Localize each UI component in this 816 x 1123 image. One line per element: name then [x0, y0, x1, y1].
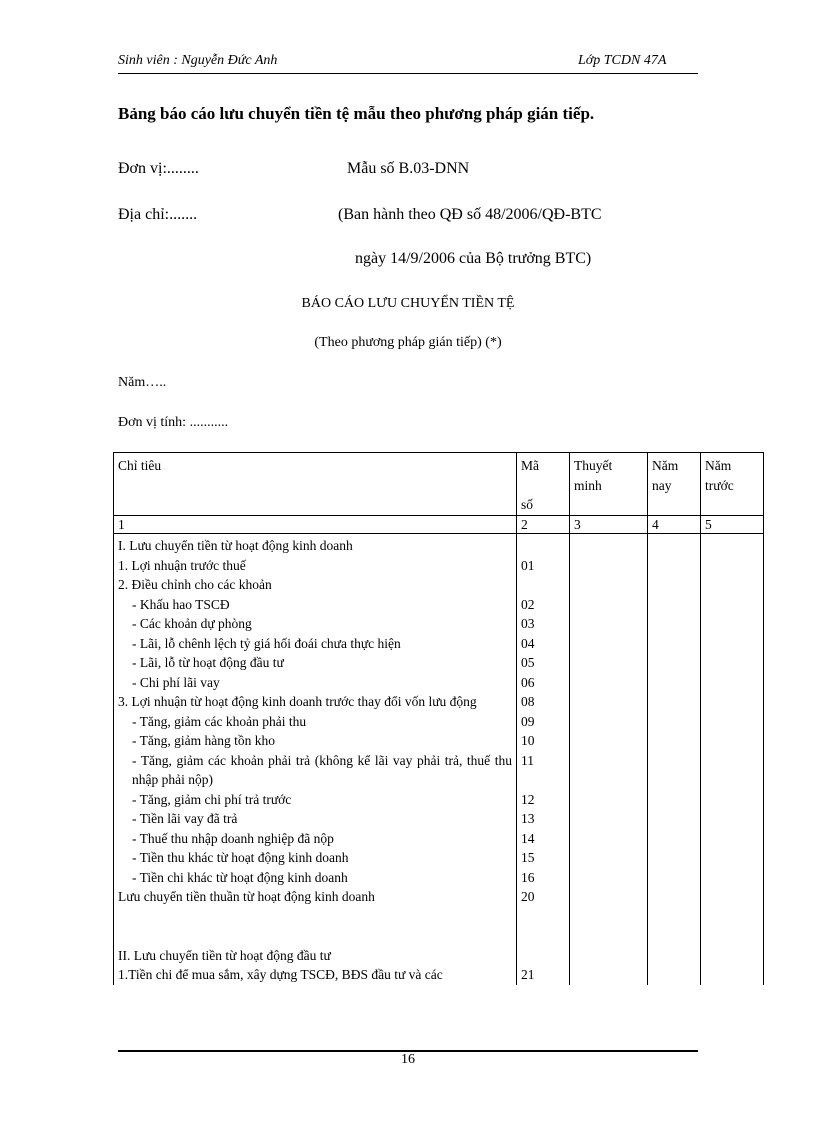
row-note — [570, 653, 648, 673]
table-header-row — [114, 453, 764, 516]
row-code: 16 — [517, 868, 570, 888]
row-this-year — [648, 731, 701, 751]
row-note — [570, 556, 648, 576]
table-row — [114, 790, 764, 810]
row-this-year — [648, 790, 701, 810]
spacer — [521, 476, 565, 495]
column-number-row — [114, 516, 764, 534]
row-note — [570, 848, 648, 868]
row-note — [570, 809, 648, 829]
row-note — [570, 751, 648, 790]
col-code-header — [517, 453, 570, 516]
table-row — [114, 653, 764, 673]
row-note — [570, 575, 648, 595]
row-this-year — [648, 809, 701, 829]
row-last-year — [701, 790, 764, 810]
row-this-year — [648, 887, 701, 907]
row-last-year — [701, 556, 764, 576]
row-note — [570, 731, 648, 751]
row-code — [517, 534, 570, 556]
table-row — [114, 868, 764, 888]
row-label: I. Lưu chuyển tiền từ hoạt động kinh doanh — [114, 534, 517, 556]
page-number: 16 — [401, 1052, 415, 1067]
table-row — [114, 731, 764, 751]
report-heading: BÁO CÁO LƯU CHUYỂN TIỀN TỆ — [301, 296, 515, 311]
row-this-year — [648, 653, 701, 673]
row-code: 04 — [517, 634, 570, 654]
row-code — [517, 907, 570, 946]
table-row — [114, 575, 764, 595]
row-label: - Các khoản dự phòng — [114, 614, 517, 634]
row-last-year — [701, 848, 764, 868]
cash-flow-table — [113, 452, 764, 985]
row-this-year — [648, 751, 701, 790]
currency-unit: Đơn vị tính: ........... — [118, 415, 229, 430]
row-note — [570, 712, 648, 732]
table-row — [114, 809, 764, 829]
col-code-header-line1: Mã — [521, 458, 539, 473]
row-code: 06 — [517, 673, 570, 693]
row-this-year — [648, 614, 701, 634]
table-row — [114, 829, 764, 849]
row-note — [570, 907, 648, 946]
row-note — [570, 946, 648, 966]
row-code: 21 — [517, 965, 570, 985]
row-note — [570, 534, 648, 556]
row-label: - Tăng, giảm hàng tồn kho — [114, 731, 517, 751]
table-row — [114, 907, 764, 946]
row-label: - Tăng, giảm chi phí trả trước — [114, 790, 517, 810]
row-label: - Thuế thu nhập doanh nghiệp đã nộp — [114, 829, 517, 849]
row-label: - Tăng, giảm các khoản phải trả (không kể lãi vay phải trả, thuế thu nhập phải nộp) — [114, 751, 517, 790]
table-row — [114, 751, 764, 790]
row-last-year — [701, 829, 764, 849]
row-this-year — [648, 848, 701, 868]
row-label: - Chi phí lãi vay — [114, 673, 517, 693]
row-last-year — [701, 887, 764, 907]
row-code: 10 — [517, 731, 570, 751]
table-row — [114, 634, 764, 654]
row-code: 05 — [517, 653, 570, 673]
row-code: 14 — [517, 829, 570, 849]
row-this-year — [648, 829, 701, 849]
row-code: 15 — [517, 848, 570, 868]
row-code: 03 — [517, 614, 570, 634]
row-note — [570, 790, 648, 810]
row-last-year — [701, 907, 764, 946]
row-last-year — [701, 595, 764, 615]
col-number: 5 — [701, 516, 764, 534]
col-indicator-header: Chỉ tiêu — [114, 453, 517, 516]
row-this-year — [648, 965, 701, 985]
row-code — [517, 575, 570, 595]
row-code: 08 — [517, 692, 570, 712]
address-label: Địa chỉ:....... — [118, 206, 198, 223]
page-title: Bảng báo cáo lưu chuyển tiền tệ mẫu theo phương pháp gián tiếp. — [118, 104, 595, 123]
row-last-year — [701, 751, 764, 790]
col-note-header: Thuyết minh — [570, 453, 648, 516]
row-label: - Tiền chi khác từ hoạt động kinh doanh — [114, 868, 517, 888]
row-label — [114, 907, 517, 946]
col-number: 1 — [114, 516, 517, 534]
row-label: Lưu chuyển tiền thuần từ hoạt động kinh doanh — [114, 887, 517, 907]
row-last-year — [701, 634, 764, 654]
row-code: 02 — [517, 595, 570, 615]
row-this-year — [648, 634, 701, 654]
row-this-year — [648, 946, 701, 966]
report-subheading: (Theo phương pháp gián tiếp) (*) — [314, 335, 502, 350]
col-code-header-line2: số — [521, 496, 534, 512]
header-student: Sinh viên : Nguyễn Đức Anh — [118, 53, 278, 68]
table-row — [114, 595, 764, 615]
row-label: 1. Lợi nhuận trước thuế — [114, 556, 517, 576]
table-row — [114, 692, 764, 712]
row-last-year — [701, 653, 764, 673]
table-row — [114, 848, 764, 868]
table-row — [114, 534, 764, 556]
row-last-year — [701, 575, 764, 595]
table-row — [114, 946, 764, 966]
row-last-year — [701, 868, 764, 888]
row-last-year — [701, 534, 764, 556]
issued-by: (Ban hành theo QĐ số 48/2006/QĐ-BTC — [338, 206, 602, 223]
row-label: 1.Tiền chi để mua sắm, xây dựng TSCĐ, BĐS đầu tư và các — [114, 965, 517, 985]
table-row — [114, 614, 764, 634]
row-note — [570, 673, 648, 693]
row-label: - Tiền thu khác từ hoạt động kinh doanh — [114, 848, 517, 868]
row-code: 09 — [517, 712, 570, 732]
row-this-year — [648, 907, 701, 946]
row-last-year — [701, 809, 764, 829]
row-last-year — [701, 965, 764, 985]
row-note — [570, 692, 648, 712]
table-row — [114, 556, 764, 576]
row-last-year — [701, 712, 764, 732]
row-code — [517, 946, 570, 966]
row-label: 2. Điều chỉnh cho các khoản — [114, 575, 517, 595]
row-this-year — [648, 556, 701, 576]
row-last-year — [701, 731, 764, 751]
row-this-year — [648, 673, 701, 693]
form-number: Mẫu số B.03-DNN — [347, 160, 470, 177]
unit-label: Đơn vị:........ — [118, 160, 199, 177]
col-number: 2 — [517, 516, 570, 534]
table-row — [114, 965, 764, 985]
row-label: - Lãi, lỗ từ hoạt động đầu tư — [114, 653, 517, 673]
row-note — [570, 868, 648, 888]
row-label: - Lãi, lỗ chênh lệch tỷ giá hối đoái chưa thực hiện — [114, 634, 517, 654]
row-this-year — [648, 712, 701, 732]
row-last-year — [701, 946, 764, 966]
row-this-year — [648, 575, 701, 595]
row-label: - Khấu hao TSCĐ — [114, 595, 517, 615]
row-code: 13 — [517, 809, 570, 829]
row-this-year — [648, 692, 701, 712]
table-row — [114, 887, 764, 907]
row-this-year — [648, 534, 701, 556]
col-this-year-header: Năm nay — [648, 453, 701, 516]
row-this-year — [648, 595, 701, 615]
table-row — [114, 712, 764, 732]
row-code: 01 — [517, 556, 570, 576]
table-body — [114, 534, 764, 985]
row-note — [570, 965, 648, 985]
row-label: - Tiền lãi vay đã trả — [114, 809, 517, 829]
row-last-year — [701, 673, 764, 693]
row-note — [570, 634, 648, 654]
issued-date: ngày 14/9/2006 của Bộ trưởng BTC) — [355, 250, 592, 267]
row-last-year — [701, 692, 764, 712]
row-note — [570, 887, 648, 907]
row-code: 11 — [517, 751, 570, 790]
row-label: II. Lưu chuyển tiền từ hoạt động đầu tư — [114, 946, 517, 966]
col-number: 4 — [648, 516, 701, 534]
row-last-year — [701, 614, 764, 634]
table-row — [114, 673, 764, 693]
row-code: 12 — [517, 790, 570, 810]
col-last-year-header: Năm trước — [701, 453, 764, 516]
row-note — [570, 829, 648, 849]
row-label: - Tăng, giảm các khoản phải thu — [114, 712, 517, 732]
row-note — [570, 614, 648, 634]
header-rule — [118, 73, 698, 74]
header-class: Lớp TCDN 47A — [578, 53, 667, 68]
row-this-year — [648, 868, 701, 888]
col-number: 3 — [570, 516, 648, 534]
row-code: 20 — [517, 887, 570, 907]
row-note — [570, 595, 648, 615]
report-year: Năm….. — [118, 375, 167, 390]
row-label: 3. Lợi nhuận từ hoạt động kinh doanh trước thay đổi vốn lưu động — [114, 692, 517, 712]
